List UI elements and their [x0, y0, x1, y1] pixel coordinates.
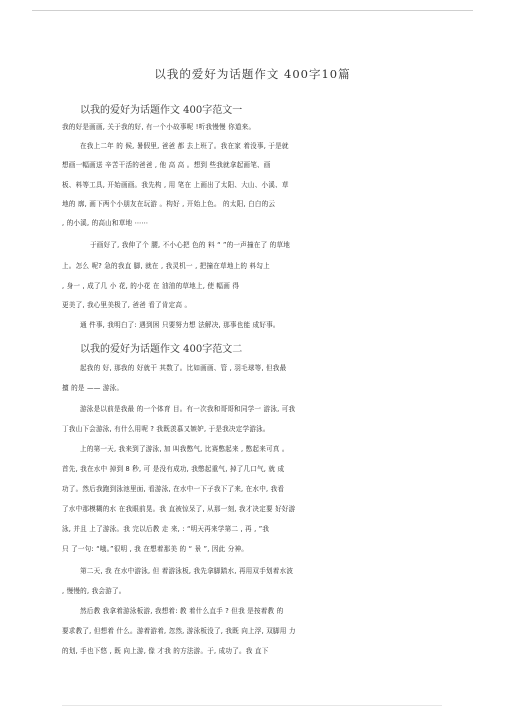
bottom-border [62, 705, 442, 706]
paragraph-line: 游泳是以前是我最 的一个体育 目。有一次我和哥哥和同学一 游泳, 可我 [80, 405, 296, 413]
paragraph-line: , 慢慢的, 我会游了。 [62, 587, 126, 595]
section-heading-2: 以我的爱好为话题作文 400字范文二 [80, 344, 243, 355]
paragraph-line: 第二天, 我 在水中游泳, 但 着游泳板, 我先拿脚踏水, 再用双手划着水波 [80, 567, 294, 575]
top-border [32, 10, 473, 11]
paragraph-line: , 的小溪, 的高山和草地 ⋯⋯ [62, 219, 149, 227]
paragraph-line: 起我的 好, 那我的 好就干 其数了。比如画画、管 , 羽毛球等, 但我最 [80, 364, 287, 372]
paragraph-line: , 身一 , 成了几 小 花, 的小花 在 油油的草地上, 使 幅画 得 [62, 282, 240, 290]
paragraph-line: 在我上二年 的 候, 暑假里, 爸爸 都 去上班了。我在家 着没事, 于是就 [80, 142, 289, 150]
paragraph-line: 要求教了, 但想着 什么。游着游着, 忽然, 游泳板没了, 我既 向上浮, 双脚用 力 [62, 627, 296, 635]
paragraph-line: 上的第一天, 我来到了游泳, 加 叫我憋气, 比赛憋起来 , 憋起来可真 。 [80, 445, 289, 453]
paragraph-line: 泳, 并且 上了游泳。我 完以后教 走 来, : “明天再来学第二 , 再 , ”我 [62, 525, 270, 533]
paragraph-line: 板、料等工具, 开始画画。我先构 , 用 笔在 上画出了太阳、大山、小溪、草 [62, 181, 289, 189]
paragraph-line: 想画一幅画送 辛苦干活的爸爸 , 他 高 高 。想到 些我就拿起画笔、画 [62, 161, 271, 169]
paragraph-line: 然后教 我拿着游泳板游, 我想着: 教 着什么直手 ? 但我 是按着教 的 [80, 607, 284, 615]
paragraph-line: 上。怎么 呢? 急的我直 脚, 就在 , 我灵机一 , 把撞在草地上的 料勾上 [62, 262, 270, 270]
section-heading-1: 以我的爱好为话题作文 400字范文一 [80, 105, 243, 116]
paragraph-line: 首先, 我在水中 掉到 8 秒, 可 是没有成功, 我憋起重气, 掉了几口气, 就 成 [62, 465, 285, 473]
paragraph-line: 了水中那模糊的水 在我眼前晃。我 直被惊呆了, 从那一刻, 我才决定要 好好游 [62, 505, 296, 513]
paragraph-line: 只 了一句: “哦。”很明 , 我 在想着那美 的 “ 景 ”, 因此 分神。 [62, 545, 249, 553]
paragraph-line: 功了。然后我跑到泳池里面, 看游泳, 在水中一下子我下了来, 在水中, 我看 [62, 485, 285, 493]
paragraph-line: 通 件事, 我明白了: 遇到困 只要努力想 法解决, 那事也能 成好事。 [80, 321, 280, 329]
document-title: 以我的爱好为话题作文 400字10篇 [154, 67, 351, 81]
paragraph-line: 丁我山下会游泳, 有什么用呢 ? 我既羡慕又嫉妒, 于是我决定学游泳。 [62, 425, 270, 433]
paragraph-line: 更美了, 我心里美极了, 爸爸 看了肯定高 。 [62, 301, 192, 309]
paragraph-line: 地的 廓, 画下两个小朋友在玩游 。构好 , 开始上色。 的太阳, 白白的云 [62, 200, 276, 208]
paragraph-line: 的划, 手也下悠 , 既 向上游, 像 才我 的方法游。于, 成功了。我 直下 [62, 647, 269, 655]
paragraph-line: 擅 的是 —— 游泳。 [62, 384, 124, 392]
paragraph-line: 于画好了, 我伸了个 腰, 不小心把 色的 料 “ ”的一声撞在了 的草地 [90, 241, 291, 249]
paragraph-line: 我的好是画画, 关于我的好, 有一个小故事呢 !听我慢慢 你道来。 [62, 123, 256, 131]
